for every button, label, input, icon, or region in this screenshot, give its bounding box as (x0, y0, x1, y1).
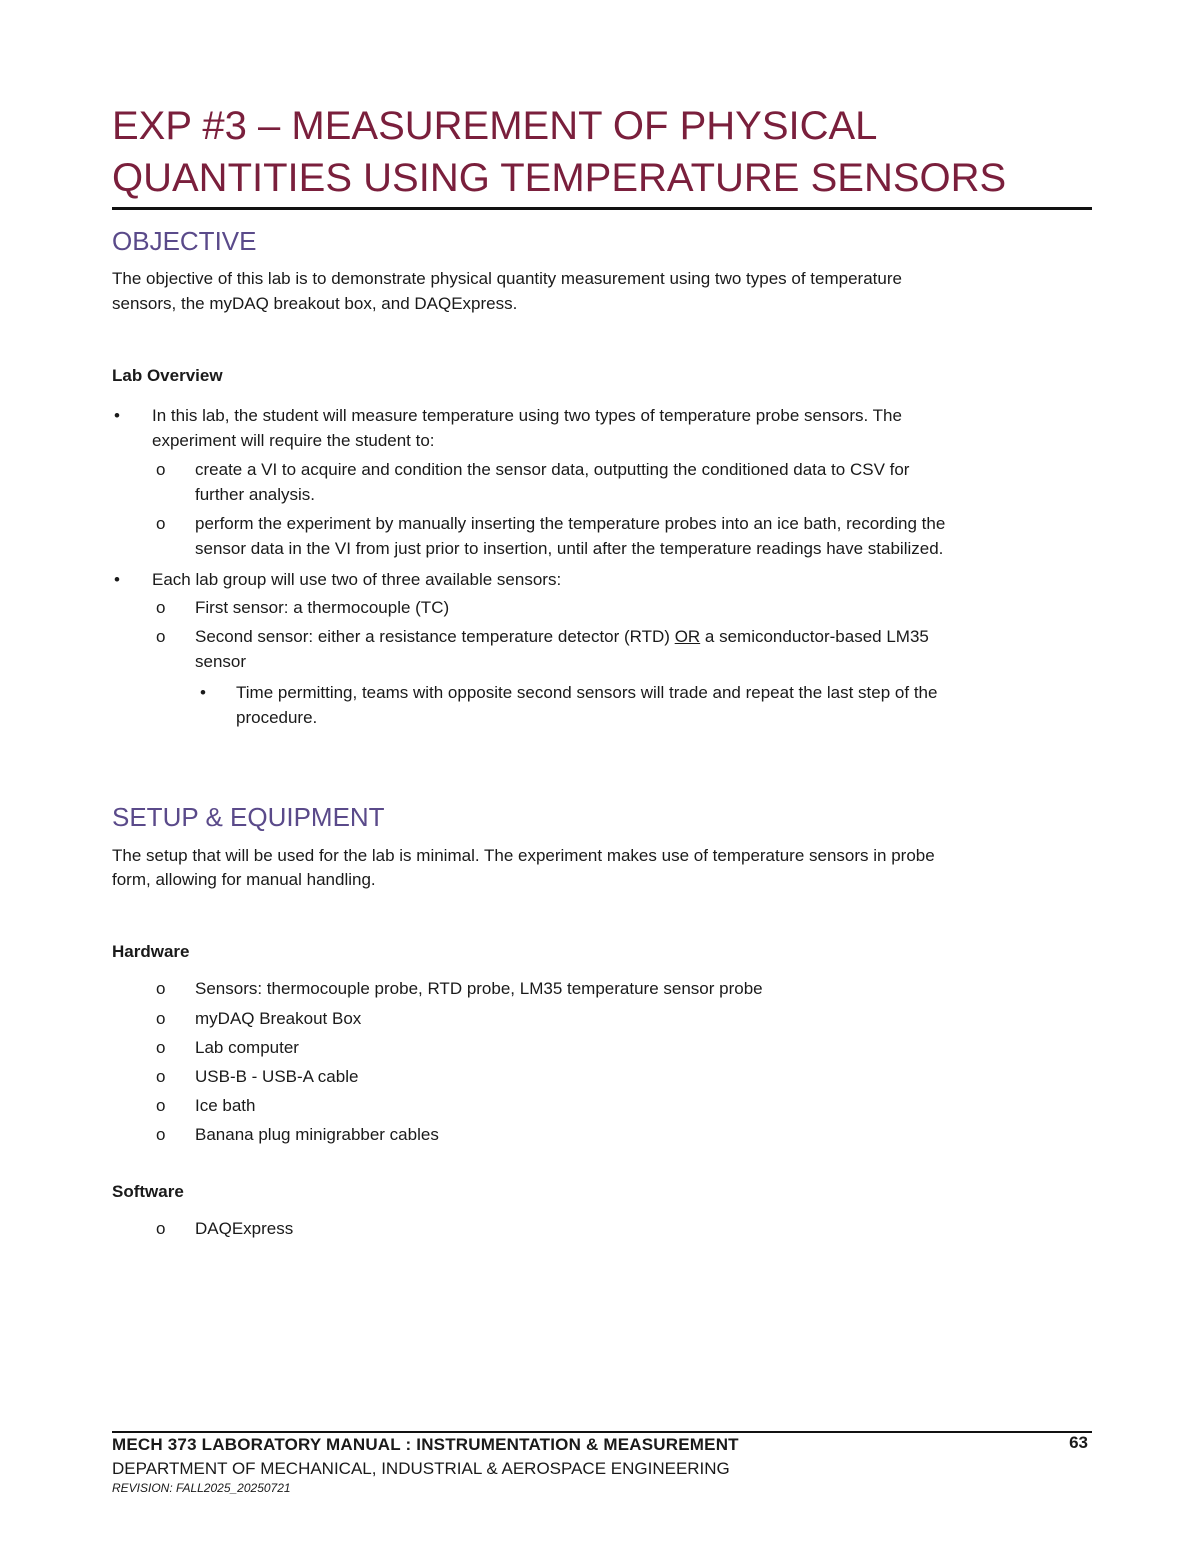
hardware-item: Sensors: thermocouple probe, RTD probe, LM35 temperature sensor probe (195, 979, 763, 998)
bullet-marker: • (114, 570, 120, 589)
hardware-item: Banana plug minigrabber cables (195, 1125, 439, 1144)
objective-text-line-2: sensors, the myDAQ breakout box, and DAQExpress. (112, 294, 518, 313)
footer-revision: REVISION: FALL2025_20250721 (112, 1481, 291, 1495)
sub-bullet-marker: o (156, 1096, 166, 1115)
footer-rule (112, 1431, 1092, 1433)
overview-bullet-1-line-1: In this lab, the student will measure temperature using two types of temperature probe sensors. The (152, 406, 902, 425)
bullet-marker: • (114, 406, 120, 425)
overview-sub-4-line-1 (195, 624, 929, 650)
overview-bullet-2: Each lab group will use two of three available sensors: (152, 570, 562, 589)
objective-heading: OBJECTIVE (112, 226, 257, 256)
lab-overview-heading: Lab Overview (112, 366, 223, 385)
hardware-item: Ice bath (195, 1096, 256, 1115)
overview-tertiary-line-2: procedure. (236, 708, 318, 727)
objective-text-line-1: The objective of this lab is to demonstrate physical quantity measurement using two types of temperature (112, 269, 902, 288)
sub-bullet-marker: o (156, 627, 166, 646)
overview-sub-4-pre: Second sensor: either a resistance temperature detector (RTD) (195, 627, 675, 646)
overview-sub-1-line-1: create a VI to acquire and condition the sensor data, outputting the conditioned data to CSV for (195, 460, 910, 479)
footer-manual-title: MECH 373 LABORATORY MANUAL : INSTRUMENTATION & MEASUREMENT (112, 1435, 739, 1454)
footer-department: DEPARTMENT OF MECHANICAL, INDUSTRIAL & AEROSPACE ENGINEERING (112, 1459, 730, 1478)
hardware-item: myDAQ Breakout Box (195, 1009, 362, 1028)
page-number: 63 (1069, 1433, 1088, 1452)
page-title-line-1: EXP #3 – MEASUREMENT OF PHYSICAL (112, 104, 878, 148)
setup-heading: SETUP & EQUIPMENT (112, 802, 385, 832)
overview-sub-4-line-2: sensor (195, 652, 247, 671)
overview-tertiary-line-1: Time permitting, teams with opposite second sensors will trade and repeat the last step of the (236, 683, 938, 702)
software-item: DAQExpress (195, 1219, 294, 1238)
sub-bullet-marker: o (156, 598, 166, 617)
sub-bullet-marker: o (156, 979, 166, 998)
overview-sub-2-line-1: perform the experiment by manually inserting the temperature probes into an ice bath, recording the (195, 514, 946, 533)
page-title-line-2: QUANTITIES USING TEMPERATURE SENSORS (112, 156, 1007, 200)
document-page (112, 0, 1092, 1553)
sub-bullet-marker: o (156, 1219, 166, 1238)
hardware-item: Lab computer (195, 1038, 299, 1057)
sub-bullet-marker: o (156, 1067, 166, 1086)
sub-bullet-marker: o (156, 514, 166, 533)
hardware-heading: Hardware (112, 942, 190, 961)
overview-sub-3: First sensor: a thermocouple (TC) (195, 598, 450, 617)
hardware-item: USB-B - USB-A cable (195, 1067, 359, 1086)
sub-bullet-marker: o (156, 1038, 166, 1057)
overview-bullet-1-line-2: experiment will require the student to: (152, 431, 435, 450)
setup-text-line-1: The setup that will be used for the lab is minimal. The experiment makes use of temperature sensors in probe (112, 846, 935, 865)
software-heading: Software (112, 1182, 184, 1201)
setup-text-line-2: form, allowing for manual handling. (112, 870, 376, 889)
sub-bullet-marker: o (156, 1009, 166, 1028)
overview-sub-1-line-2: further analysis. (195, 485, 315, 504)
sub-bullet-marker: o (156, 460, 166, 479)
bullet-marker: • (200, 683, 206, 702)
page-title (112, 100, 1092, 204)
overview-sub-2-line-2: sensor data in the VI from just prior to insertion, until after the temperature readings have stabilized. (195, 539, 944, 558)
overview-sub-4-post: a semiconductor-based LM35 (700, 627, 929, 646)
title-rule (112, 207, 1092, 210)
sub-bullet-marker: o (156, 1125, 166, 1144)
overview-sub-4-or: OR (674, 627, 701, 646)
